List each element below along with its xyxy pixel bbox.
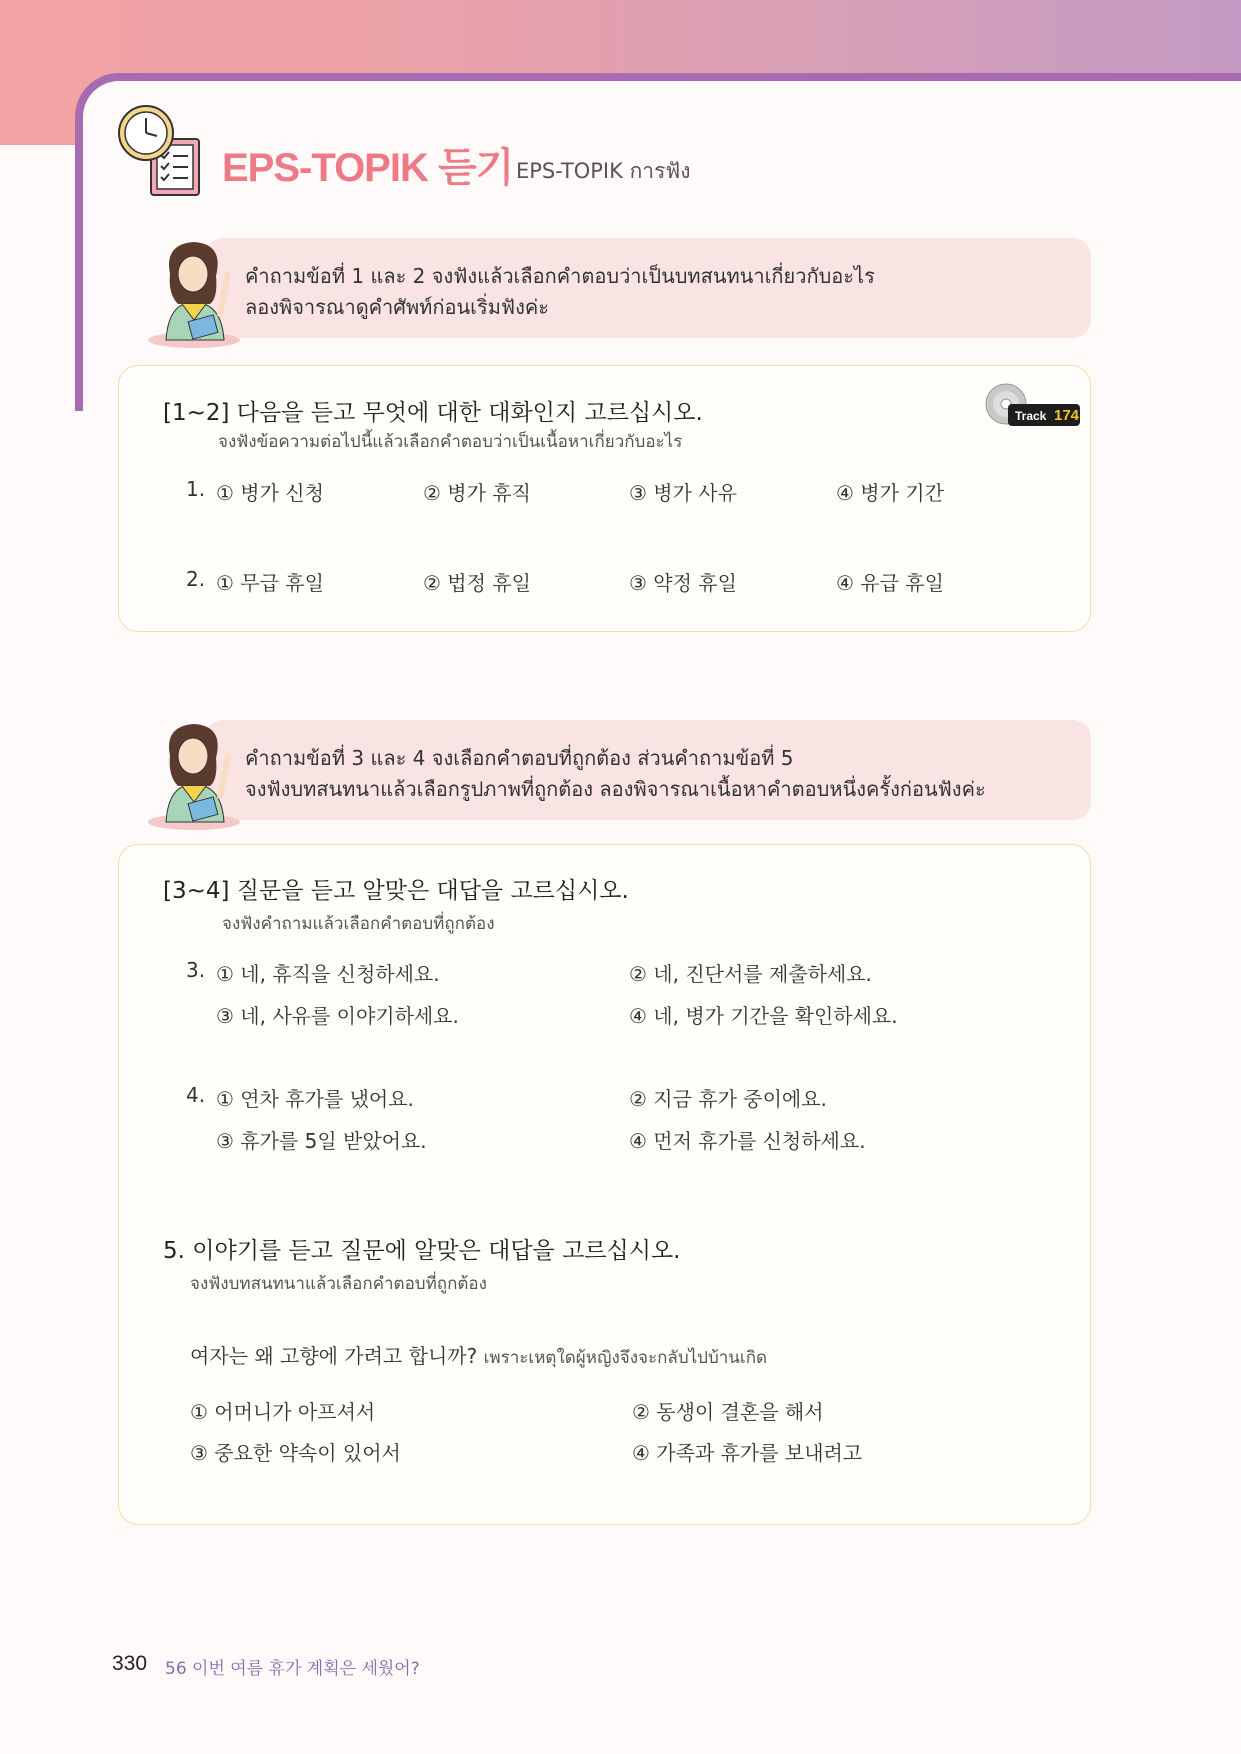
option[interactable]: ② 법정 휴일 [423,571,531,595]
audio-track-badge[interactable] [984,382,1080,426]
track-label-text: Track [1015,409,1047,423]
instruction-banner-1 [205,238,1091,338]
question-number: 2. [186,567,206,591]
option[interactable]: ① 네, 휴직을 신청하세요. [216,962,440,986]
option[interactable]: ③ 약정 휴일 [629,571,737,595]
option[interactable]: ① 병가 신청 [216,481,324,505]
option[interactable]: ③ 네, 사유를 이야기하세요. [216,1004,459,1028]
page-number: 330 [112,1652,148,1675]
option[interactable]: ① 무급 휴일 [216,571,324,595]
option[interactable]: ③ 중요한 약속이 있어서 [190,1441,401,1465]
track-number: 174 [1054,407,1080,424]
question-5-thai: เพราะเหตุใดผู้หญิงจึงจะกลับไปบ้านเกิด [483,1348,768,1368]
track-label [1008,404,1080,426]
question-number: 3. [186,958,206,982]
section-2-title: [3~4] 질문을 듣고 알맞은 대답을 고르십시오. [163,878,629,904]
instruction-2-line-1: คำถามข้อที่ 3 และ 4 จงเลือกคำตอบที่ถูกต้อง ส่วนคำถามข้อที่ 5 [245,746,794,770]
question-5-prompt [190,1340,767,1371]
option[interactable]: ④ 네, 병가 기간을 확인하세요. [629,1004,898,1028]
option[interactable]: ② 지금 휴가 중이에요. [629,1087,827,1111]
instruction-1-line-1: คำถามข้อที่ 1 และ 2 จงฟังแล้วเลือกคำตอบว่าเป็นบทสนทนาเกี่ยวกับอะไร [245,264,875,288]
instruction-2-line-2: จงฟังบทสนทนาแล้วเลือกรูปภาพที่ถูกต้อง ลองพิจารณาเนื้อหาคำตอบหนึ่งครั้งก่อนฟังค่ะ [245,777,986,801]
question-number: 4. [186,1083,206,1107]
clock-checklist-icon [115,103,205,198]
option[interactable]: ② 병가 휴직 [423,481,531,505]
section-3-title: 5. 이야기를 듣고 질문에 알맞은 대답을 고르십시오. [163,1238,681,1264]
option[interactable]: ② 네, 진단서를 제출하세요. [629,962,872,986]
question-5-korean: 여자는 왜 고향에 가려고 합니까? [190,1344,478,1368]
option[interactable]: ④ 먼저 휴가를 신청하세요. [629,1129,866,1153]
option[interactable]: ③ 병가 사유 [629,481,737,505]
option[interactable]: ④ 가족과 휴가를 보내려고 [632,1441,863,1465]
section-1-subtitle: จงฟังข้อความต่อไปนี้แล้วเลือกคำตอบว่าเป็นเนื้อหาเกี่ยวกับอะไร [218,432,683,452]
question-number: 1. [186,477,206,501]
section-3-subtitle: จงฟังบทสนทนาแล้วเลือกคำตอบที่ถูกต้อง [190,1274,487,1294]
top-gradient-band [0,0,1241,82]
page-title: EPS-TOPIK 듣기 [222,146,514,190]
teacher-illustration [146,718,242,830]
option[interactable]: ④ 유급 휴일 [836,571,944,595]
option[interactable]: ② 동생이 결혼을 해서 [632,1400,824,1424]
page-subtitle: EPS-TOPIK การฟัง [516,159,691,183]
option[interactable]: ① 어머니가 아프셔서 [190,1400,376,1424]
option[interactable]: ④ 병가 기간 [836,481,944,505]
section-2-subtitle: จงฟังคำถามแล้วเลือกคำตอบที่ถูกต้อง [222,914,495,934]
header-frame-stub [75,150,83,198]
option[interactable]: ① 연차 휴가를 냈어요. [216,1087,414,1111]
chapter-title: 56 이번 여름 휴가 계획은 세웠어? [165,1659,420,1679]
instruction-banner-2 [205,720,1091,820]
instruction-1-line-2: ลองพิจารณาดูคำศัพท์ก่อนเริ่มฟังค่ะ [245,295,549,319]
option[interactable]: ③ 휴가를 5일 받았어요. [216,1129,427,1153]
section-1-title: [1~2] 다음을 듣고 무엇에 대한 대화인지 고르십시오. [163,400,703,426]
teacher-illustration [146,236,242,348]
